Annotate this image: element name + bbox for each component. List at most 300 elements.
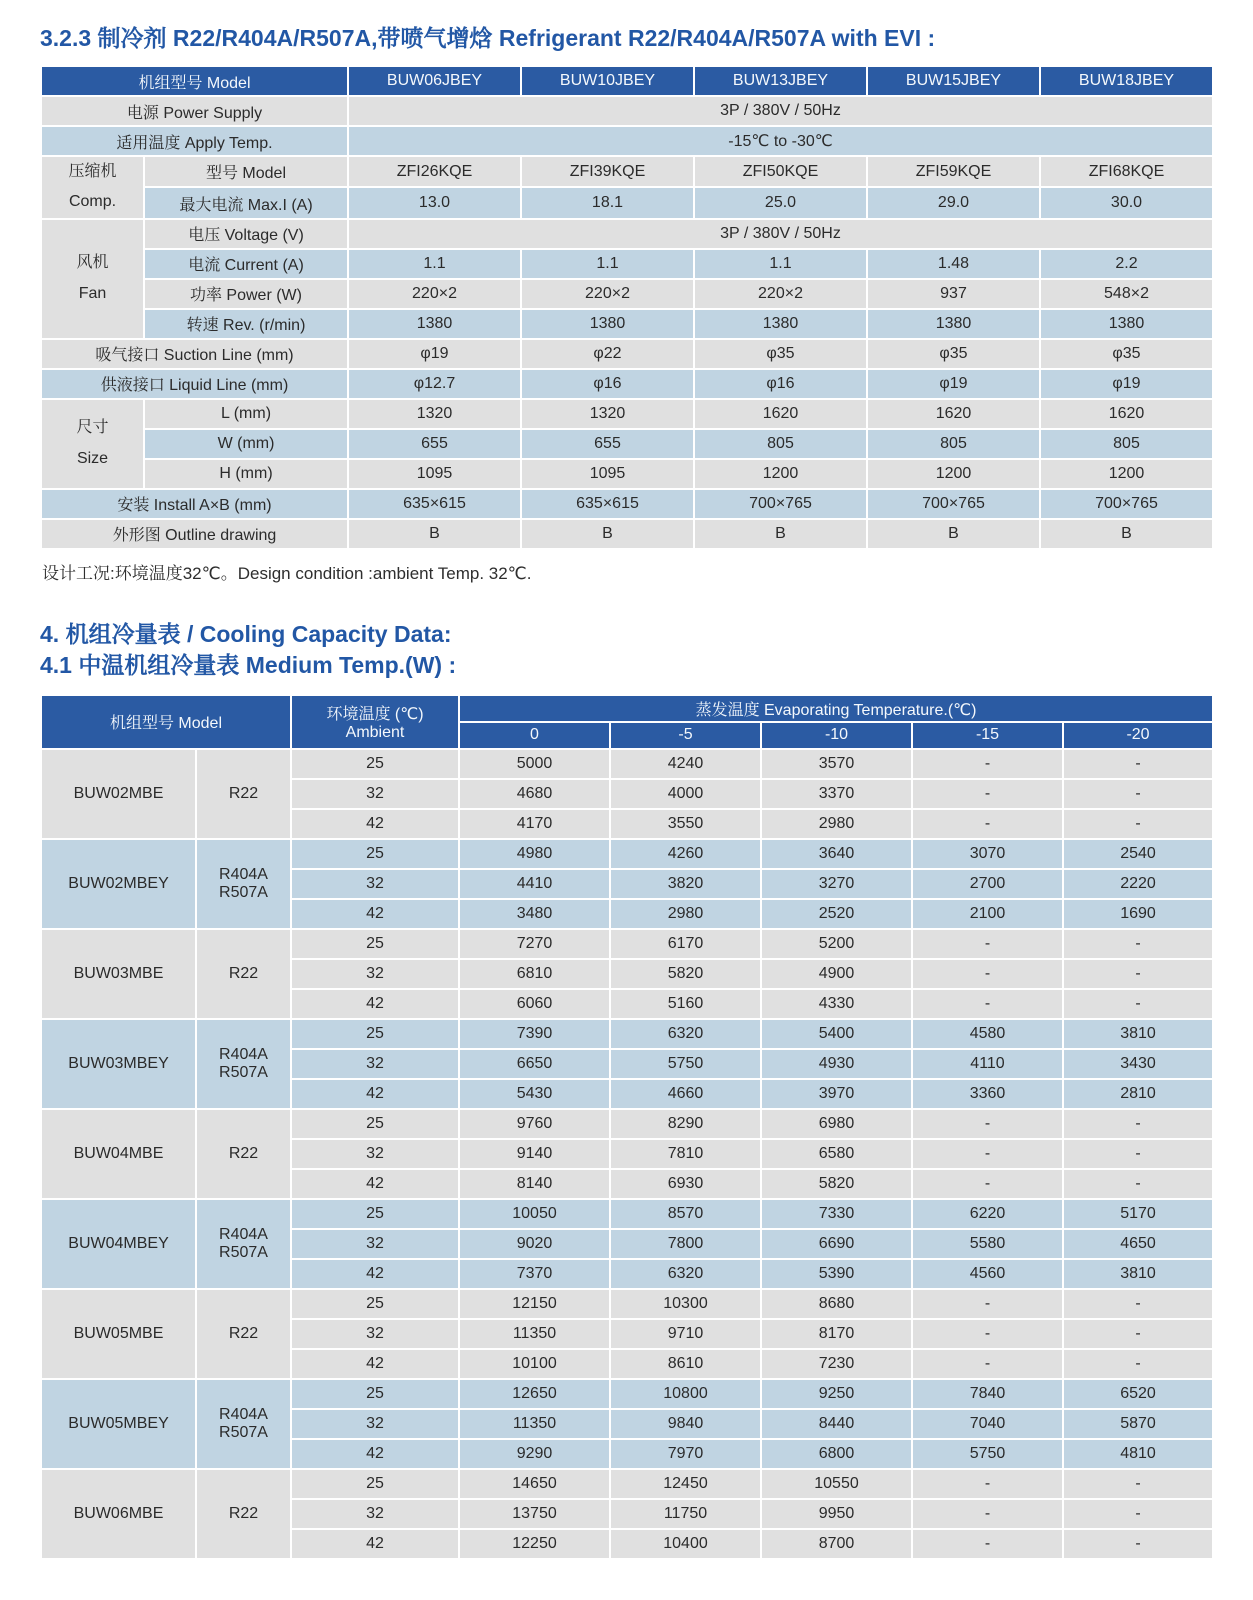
spec-value-cell: 1620 — [694, 399, 867, 429]
capacity-value-cell: - — [912, 929, 1063, 959]
capacity-value-cell: - — [912, 1469, 1063, 1499]
spec-value-cell: 13.0 — [348, 187, 521, 218]
capacity-ambient-header-line: 环境温度 (℃) — [326, 706, 424, 724]
spec-value-cell: 1.48 — [867, 249, 1040, 279]
capacity-temp-header: -15 — [912, 722, 1063, 749]
spec-value-cell: 1380 — [867, 309, 1040, 339]
spec-value-cell: 635×615 — [348, 489, 521, 519]
capacity-table — [40, 694, 1214, 1560]
capacity-refrigerant-cell-line: R404A — [219, 1045, 268, 1063]
capacity-value-cell: 5390 — [761, 1259, 912, 1289]
spec-row-label: 转速 Rev. (r/min) — [144, 309, 348, 339]
capacity-value-cell: 4680 — [459, 779, 610, 809]
capacity-value-cell: 14650 — [459, 1469, 610, 1499]
capacity-ambient-cell: 25 — [291, 1019, 459, 1049]
capacity-value-cell: 3810 — [1063, 1259, 1213, 1289]
capacity-value-cell: 3810 — [1063, 1019, 1213, 1049]
capacity-value-cell: 8610 — [610, 1349, 761, 1379]
capacity-value-cell: 4660 — [610, 1079, 761, 1109]
capacity-value-cell: 2980 — [761, 809, 912, 839]
capacity-value-cell: - — [1063, 809, 1213, 839]
spec-row-label: 吸气接口 Suction Line (mm) — [41, 339, 348, 369]
capacity-value-cell: 2700 — [912, 869, 1063, 899]
capacity-value-cell: - — [1063, 929, 1213, 959]
capacity-value-cell: 5200 — [761, 929, 912, 959]
spec-value-cell: 655 — [521, 429, 694, 459]
capacity-ambient-cell: 25 — [291, 749, 459, 779]
spec-value-cell: ZFI39KQE — [521, 156, 694, 187]
capacity-model-cell: BUW03MBEY — [41, 1019, 196, 1109]
capacity-value-cell: 6170 — [610, 929, 761, 959]
spec-value-cell: 220×2 — [348, 279, 521, 309]
spec-value-cell: φ19 — [867, 369, 1040, 399]
capacity-value-cell: 6220 — [912, 1199, 1063, 1229]
capacity-value-cell: 3370 — [761, 779, 912, 809]
capacity-ambient-cell: 25 — [291, 1289, 459, 1319]
spec-value-cell: 1380 — [1040, 309, 1213, 339]
spec-row — [41, 519, 1213, 549]
spec-value-cell: 1320 — [521, 399, 694, 429]
spec-row-label: 功率 Power (W) — [144, 279, 348, 309]
spec-value-cell: 805 — [694, 429, 867, 459]
capacity-value-cell: 4260 — [610, 839, 761, 869]
spec-value-cell: φ19 — [1040, 369, 1213, 399]
spec-value-cell: 700×765 — [867, 489, 1040, 519]
spec-value-cell: ZFI50KQE — [694, 156, 867, 187]
spec-value-cell: φ35 — [1040, 339, 1213, 369]
capacity-value-cell: 4560 — [912, 1259, 1063, 1289]
capacity-value-cell: - — [1063, 989, 1213, 1019]
spec-row-label: 安装 Install A×B (mm) — [41, 489, 348, 519]
spec-value-cell: φ12.7 — [348, 369, 521, 399]
capacity-headings — [40, 619, 1213, 681]
capacity-value-cell: 6650 — [459, 1049, 610, 1079]
spec-value-cell: 1.1 — [694, 249, 867, 279]
capacity-value-cell: - — [912, 1109, 1063, 1139]
spec-value-cell: φ22 — [521, 339, 694, 369]
capacity-value-cell: 6580 — [761, 1139, 912, 1169]
capacity-row — [41, 1019, 1213, 1049]
capacity-ambient-cell: 25 — [291, 929, 459, 959]
capacity-value-cell: 9020 — [459, 1229, 610, 1259]
spec-col-header-BUW15JBEY: BUW15JBEY — [867, 66, 1040, 96]
capacity-refrigerant-cell — [196, 839, 291, 929]
capacity-value-cell: - — [1063, 1319, 1213, 1349]
capacity-value-cell: 10050 — [459, 1199, 610, 1229]
capacity-row — [41, 1379, 1213, 1409]
spec-row — [41, 339, 1213, 369]
capacity-value-cell: 6800 — [761, 1439, 912, 1469]
capacity-value-cell: 5820 — [761, 1169, 912, 1199]
spec-value-cell: 1380 — [348, 309, 521, 339]
spec-value-cell: B — [867, 519, 1040, 549]
spec-row — [41, 309, 1213, 339]
capacity-value-cell: - — [912, 989, 1063, 1019]
spec-row — [41, 399, 1213, 429]
capacity-value-cell: - — [912, 1319, 1063, 1349]
capacity-value-cell: 7810 — [610, 1139, 761, 1169]
capacity-ambient-cell: 42 — [291, 899, 459, 929]
spec-row-label: 电流 Current (A) — [144, 249, 348, 279]
capacity-value-cell: 6930 — [610, 1169, 761, 1199]
capacity-row — [41, 1109, 1213, 1139]
capacity-value-cell: - — [1063, 1349, 1213, 1379]
spec-value-cell: 548×2 — [1040, 279, 1213, 309]
spec-header-row — [41, 66, 1213, 96]
capacity-value-cell: - — [912, 1169, 1063, 1199]
capacity-ambient-cell: 32 — [291, 779, 459, 809]
capacity-refrigerant-cell — [196, 929, 291, 1019]
capacity-value-cell: 10400 — [610, 1529, 761, 1559]
spec-value-cell: 655 — [348, 429, 521, 459]
spec-group-label — [41, 219, 144, 339]
capacity-value-cell: 2980 — [610, 899, 761, 929]
capacity-value-cell: 12450 — [610, 1469, 761, 1499]
capacity-value-cell: - — [1063, 1289, 1213, 1319]
capacity-model-cell: BUW04MBEY — [41, 1199, 196, 1289]
capacity-row — [41, 1289, 1213, 1319]
capacity-model-cell: BUW04MBE — [41, 1109, 196, 1199]
capacity-value-cell: - — [912, 959, 1063, 989]
spec-row — [41, 459, 1213, 489]
spec-value-cell: 1095 — [348, 459, 521, 489]
capacity-ambient-cell: 25 — [291, 1109, 459, 1139]
spec-row-label: 型号 Model — [144, 156, 348, 187]
capacity-value-cell: 4110 — [912, 1049, 1063, 1079]
capacity-refrigerant-cell-line: R507A — [219, 883, 268, 901]
capacity-value-cell: 3070 — [912, 839, 1063, 869]
capacity-value-cell: 7840 — [912, 1379, 1063, 1409]
spec-row — [41, 369, 1213, 399]
spec-row — [41, 187, 1213, 218]
capacity-value-cell: 5160 — [610, 989, 761, 1019]
capacity-value-cell: 9950 — [761, 1499, 912, 1529]
capacity-value-cell: 5000 — [459, 749, 610, 779]
capacity-value-cell: - — [912, 1349, 1063, 1379]
spec-value-cell: 1200 — [694, 459, 867, 489]
capacity-value-cell: 5870 — [1063, 1409, 1213, 1439]
capacity-ambient-cell: 42 — [291, 1169, 459, 1199]
capacity-ambient-cell: 32 — [291, 1319, 459, 1349]
capacity-value-cell: 3570 — [761, 749, 912, 779]
spec-value-cell: 1380 — [694, 309, 867, 339]
spec-value-cell: 220×2 — [521, 279, 694, 309]
capacity-value-cell: 9760 — [459, 1109, 610, 1139]
capacity-value-cell: 8440 — [761, 1409, 912, 1439]
spec-value-cell: 700×765 — [694, 489, 867, 519]
capacity-ambient-cell: 42 — [291, 989, 459, 1019]
capacity-ambient-cell: 42 — [291, 1529, 459, 1559]
spec-row — [41, 156, 1213, 187]
capacity-model-header: 机组型号 Model — [41, 695, 291, 749]
capacity-value-cell: 9140 — [459, 1139, 610, 1169]
capacity-row — [41, 1199, 1213, 1229]
capacity-refrigerant-cell-line: R404A — [219, 1225, 268, 1243]
capacity-refrigerant-cell — [196, 1199, 291, 1289]
capacity-evap-header: 蒸发温度 Evaporating Temperature.(℃) — [459, 695, 1213, 722]
spec-value-cell: 220×2 — [694, 279, 867, 309]
spec-group-label-line: Fan — [78, 284, 107, 302]
capacity-refrigerant-cell — [196, 1289, 291, 1379]
capacity-ambient-cell: 25 — [291, 1199, 459, 1229]
spec-value-cell: 18.1 — [521, 187, 694, 218]
capacity-refrigerant-cell-line: R507A — [219, 1423, 268, 1441]
spec-row-label: 电压 Voltage (V) — [144, 219, 348, 249]
spec-row-label: L (mm) — [144, 399, 348, 429]
spec-value-cell: 1200 — [867, 459, 1040, 489]
capacity-value-cell: 7970 — [610, 1439, 761, 1469]
capacity-table-body — [41, 749, 1213, 1559]
capacity-value-cell: 12650 — [459, 1379, 610, 1409]
capacity-value-cell: - — [1063, 749, 1213, 779]
capacity-table-header — [41, 695, 1213, 749]
capacity-model-cell: BUW06MBE — [41, 1469, 196, 1559]
spec-value-cell: φ19 — [348, 339, 521, 369]
capacity-value-cell: - — [1063, 1109, 1213, 1139]
capacity-value-cell: - — [1063, 1529, 1213, 1559]
capacity-value-cell: 3430 — [1063, 1049, 1213, 1079]
spec-group-label-line: Comp. — [68, 193, 117, 211]
capacity-ambient-cell: 42 — [291, 1259, 459, 1289]
spec-value-cell: φ35 — [867, 339, 1040, 369]
capacity-value-cell: 11750 — [610, 1499, 761, 1529]
capacity-row — [41, 839, 1213, 869]
capacity-refrigerant-cell-line: R507A — [219, 1243, 268, 1261]
capacity-value-cell: - — [912, 809, 1063, 839]
capacity-value-cell: 9290 — [459, 1439, 610, 1469]
capacity-model-cell: BUW02MBE — [41, 749, 196, 839]
capacity-value-cell: 4580 — [912, 1019, 1063, 1049]
capacity-value-cell: 3550 — [610, 809, 761, 839]
spec-group-label — [41, 399, 144, 489]
capacity-value-cell: 3270 — [761, 869, 912, 899]
spec-group-label — [41, 156, 144, 219]
spec-row-label: H (mm) — [144, 459, 348, 489]
capacity-value-cell: - — [912, 1499, 1063, 1529]
capacity-value-cell: 7370 — [459, 1259, 610, 1289]
spec-row-label: 供液接口 Liquid Line (mm) — [41, 369, 348, 399]
spec-value-cell: 700×765 — [1040, 489, 1213, 519]
spec-value-cell: 805 — [867, 429, 1040, 459]
capacity-ambient-header-line: Ambient — [345, 724, 405, 742]
spec-value-cell: ZFI68KQE — [1040, 156, 1213, 187]
capacity-ambient-cell: 32 — [291, 1229, 459, 1259]
capacity-value-cell: 4410 — [459, 869, 610, 899]
capacity-value-cell: 4810 — [1063, 1439, 1213, 1469]
spec-row — [41, 279, 1213, 309]
capacity-value-cell: 4170 — [459, 809, 610, 839]
spec-row — [41, 249, 1213, 279]
capacity-value-cell: 10550 — [761, 1469, 912, 1499]
capacity-value-cell: 13750 — [459, 1499, 610, 1529]
capacity-value-cell: 9710 — [610, 1319, 761, 1349]
capacity-value-cell: 6060 — [459, 989, 610, 1019]
capacity-value-cell: 4980 — [459, 839, 610, 869]
capacity-value-cell: 2220 — [1063, 869, 1213, 899]
capacity-value-cell: 8290 — [610, 1109, 761, 1139]
capacity-value-cell: 4240 — [610, 749, 761, 779]
capacity-value-cell: 5750 — [610, 1049, 761, 1079]
capacity-refrigerant-cell-line: R404A — [219, 1405, 268, 1423]
capacity-value-cell: 4930 — [761, 1049, 912, 1079]
capacity-ambient-cell: 32 — [291, 1049, 459, 1079]
spec-col-header-model: 机组型号 Model — [41, 66, 348, 96]
capacity-value-cell: 6320 — [610, 1259, 761, 1289]
spec-value-cell: φ35 — [694, 339, 867, 369]
spec-value-cell: 1620 — [867, 399, 1040, 429]
capacity-value-cell: 4650 — [1063, 1229, 1213, 1259]
spec-value-cell: 635×615 — [521, 489, 694, 519]
capacity-value-cell: 8140 — [459, 1169, 610, 1199]
capacity-value-cell: 5580 — [912, 1229, 1063, 1259]
spec-value-cell: 2.2 — [1040, 249, 1213, 279]
capacity-value-cell: 2540 — [1063, 839, 1213, 869]
capacity-ambient-cell: 42 — [291, 809, 459, 839]
capacity-refrigerant-cell — [196, 1109, 291, 1199]
spec-value-cell: 1095 — [521, 459, 694, 489]
capacity-header-row-1 — [41, 695, 1213, 722]
spec-group-label-line: 尺寸 — [76, 419, 109, 437]
capacity-value-cell: 10800 — [610, 1379, 761, 1409]
capacity-value-cell: - — [912, 749, 1063, 779]
spec-value-cell: B — [521, 519, 694, 549]
design-condition-note: 设计工况:环境温度32℃。Design condition :ambient Temp. 32℃. — [42, 563, 532, 583]
capacity-value-cell: 2810 — [1063, 1079, 1213, 1109]
capacity-value-cell: - — [912, 1529, 1063, 1559]
spec-group-label-line: 风机 — [76, 254, 109, 272]
spec-section-title: 3.2.3 制冷剂 R22/R404A/R507A,带喷气增焓 Refrigerant R22/R404A/R507A with EVI : — [40, 25, 936, 51]
capacity-value-cell: - — [1063, 1499, 1213, 1529]
spec-value-cell: 1200 — [1040, 459, 1213, 489]
capacity-section-subtitle: 4.1 中温机组冷量表 Medium Temp.(W) : — [40, 651, 457, 678]
capacity-value-cell: 2520 — [761, 899, 912, 929]
capacity-value-cell: 10300 — [610, 1289, 761, 1319]
capacity-section-title: 4. 机组冷量表 / Cooling Capacity Data: — [40, 620, 452, 647]
capacity-refrigerant-cell-line: R507A — [219, 1063, 268, 1081]
spec-table-header — [41, 66, 1213, 96]
capacity-refrigerant-cell-line: R22 — [228, 964, 259, 982]
spec-value-cell: 1620 — [1040, 399, 1213, 429]
capacity-row — [41, 749, 1213, 779]
capacity-value-cell: - — [1063, 959, 1213, 989]
spec-row — [41, 489, 1213, 519]
capacity-model-cell: BUW03MBE — [41, 929, 196, 1019]
capacity-value-cell: 8680 — [761, 1289, 912, 1319]
spec-row-label: 电源 Power Supply — [41, 96, 348, 126]
capacity-value-cell: 4330 — [761, 989, 912, 1019]
spec-value-cell: 29.0 — [867, 187, 1040, 218]
capacity-value-cell: 5750 — [912, 1439, 1063, 1469]
capacity-ambient-cell: 42 — [291, 1079, 459, 1109]
capacity-value-cell: - — [1063, 1469, 1213, 1499]
capacity-value-cell: 6690 — [761, 1229, 912, 1259]
capacity-value-cell: 5170 — [1063, 1199, 1213, 1229]
capacity-refrigerant-cell — [196, 1469, 291, 1559]
capacity-refrigerant-cell-line: R22 — [228, 784, 259, 802]
capacity-value-cell: - — [912, 1139, 1063, 1169]
capacity-refrigerant-cell-line: R22 — [228, 1324, 259, 1342]
spec-value-cell: 1320 — [348, 399, 521, 429]
capacity-ambient-cell: 42 — [291, 1439, 459, 1469]
spec-table — [40, 65, 1214, 550]
capacity-value-cell: 6810 — [459, 959, 610, 989]
capacity-ambient-cell: 25 — [291, 1379, 459, 1409]
capacity-ambient-cell: 32 — [291, 1499, 459, 1529]
capacity-value-cell: 3480 — [459, 899, 610, 929]
capacity-value-cell: 5400 — [761, 1019, 912, 1049]
capacity-value-cell: 1690 — [1063, 899, 1213, 929]
capacity-value-cell: 6320 — [610, 1019, 761, 1049]
capacity-temp-header: -20 — [1063, 722, 1213, 749]
spec-value-cell: 937 — [867, 279, 1040, 309]
capacity-value-cell: - — [912, 1289, 1063, 1319]
spec-row-label: 最大电流 Max.I (A) — [144, 187, 348, 218]
capacity-value-cell: 4900 — [761, 959, 912, 989]
capacity-ambient-cell: 32 — [291, 1409, 459, 1439]
capacity-value-cell: - — [1063, 779, 1213, 809]
spec-value-cell: ZFI26KQE — [348, 156, 521, 187]
capacity-value-cell: - — [1063, 1139, 1213, 1169]
capacity-value-cell: 12150 — [459, 1289, 610, 1319]
spec-value-cell: 25.0 — [694, 187, 867, 218]
capacity-value-cell: 12250 — [459, 1529, 610, 1559]
capacity-value-cell: - — [1063, 1169, 1213, 1199]
spec-value-cell: B — [1040, 519, 1213, 549]
spec-row — [41, 219, 1213, 249]
spec-col-header-BUW10JBEY: BUW10JBEY — [521, 66, 694, 96]
capacity-value-cell: 7390 — [459, 1019, 610, 1049]
capacity-refrigerant-cell-line: R404A — [219, 865, 268, 883]
capacity-refrigerant-cell — [196, 749, 291, 839]
spec-value-cell: B — [694, 519, 867, 549]
capacity-refrigerant-cell — [196, 1379, 291, 1469]
spec-value-cell: 30.0 — [1040, 187, 1213, 218]
capacity-refrigerant-cell-line: R22 — [228, 1144, 259, 1162]
capacity-value-cell: 10100 — [459, 1349, 610, 1379]
capacity-value-cell: 9840 — [610, 1409, 761, 1439]
spec-row — [41, 126, 1213, 156]
spec-row-label: 适用温度 Apply Temp. — [41, 126, 348, 156]
spec-col-header-BUW18JBEY: BUW18JBEY — [1040, 66, 1213, 96]
capacity-value-cell: 2100 — [912, 899, 1063, 929]
capacity-value-cell: 7800 — [610, 1229, 761, 1259]
spec-table-body — [41, 96, 1213, 549]
capacity-value-cell: 8170 — [761, 1319, 912, 1349]
capacity-model-cell: BUW02MBEY — [41, 839, 196, 929]
capacity-value-cell: 6980 — [761, 1109, 912, 1139]
spec-value-cell: φ16 — [694, 369, 867, 399]
capacity-ambient-cell: 32 — [291, 959, 459, 989]
capacity-value-cell: 3360 — [912, 1079, 1063, 1109]
capacity-ambient-cell: 25 — [291, 839, 459, 869]
capacity-value-cell: 7040 — [912, 1409, 1063, 1439]
spec-value-cell: 805 — [1040, 429, 1213, 459]
capacity-value-cell: 5430 — [459, 1079, 610, 1109]
capacity-refrigerant-cell-line: R22 — [228, 1504, 259, 1522]
capacity-temp-header: -10 — [761, 722, 912, 749]
capacity-value-cell: 5820 — [610, 959, 761, 989]
capacity-ambient-cell: 25 — [291, 1469, 459, 1499]
capacity-value-cell: 8700 — [761, 1529, 912, 1559]
spec-span-value: -15℃ to -30℃ — [348, 126, 1213, 156]
spec-value-cell: 1.1 — [521, 249, 694, 279]
capacity-model-cell: BUW05MBEY — [41, 1379, 196, 1469]
capacity-value-cell: 3820 — [610, 869, 761, 899]
capacity-ambient-cell: 42 — [291, 1349, 459, 1379]
spec-value-cell: φ16 — [521, 369, 694, 399]
spec-value-cell: ZFI59KQE — [867, 156, 1040, 187]
spec-row-label: W (mm) — [144, 429, 348, 459]
